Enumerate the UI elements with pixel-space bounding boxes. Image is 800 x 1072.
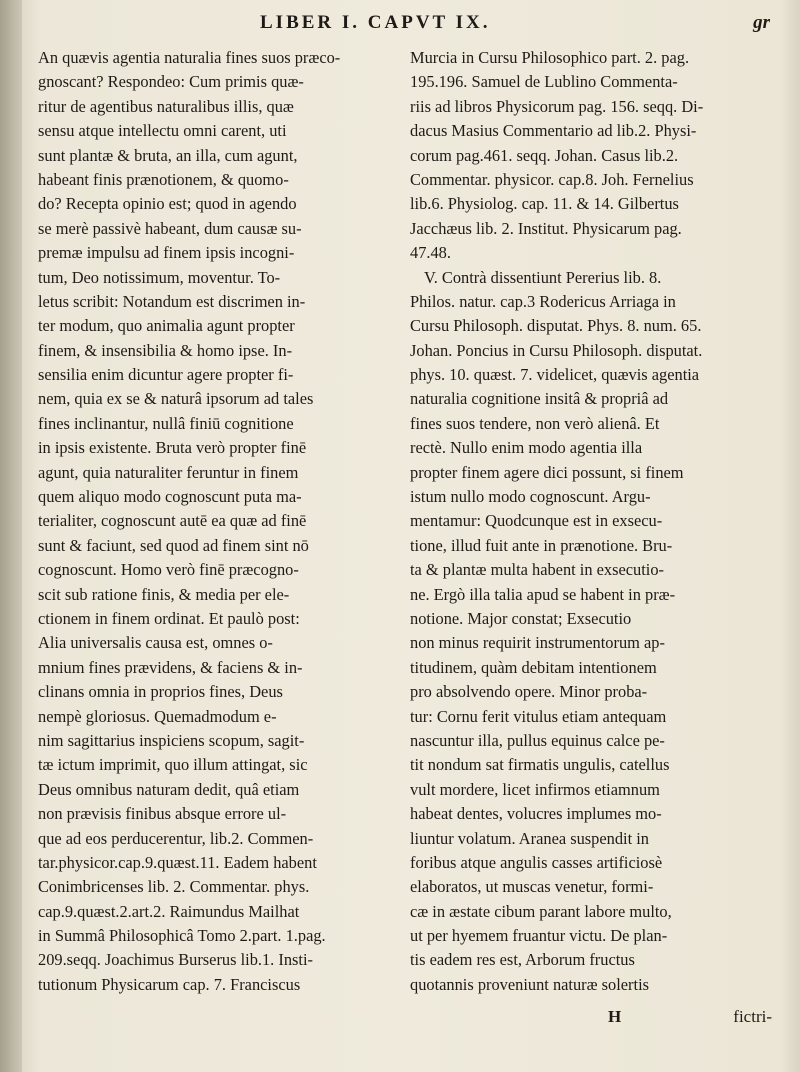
text-line: quem aliquo modo cognoscunt puta ma- [38, 487, 302, 507]
text-line: sensu atque intellectu omni carent, uti [38, 121, 287, 141]
text-line: notione. Major constat; Exsecutio [410, 608, 632, 628]
page-header [210, 12, 770, 38]
text-line: sunt plantæ & bruta, an illa, cum agunt, [38, 145, 298, 165]
text-line: ne. Ergò illa talia apud se habent in præ- [410, 584, 676, 604]
text-line: naturalia cognitione insitâ & propriâ ad [410, 389, 669, 409]
text-line: 47.48. [410, 243, 451, 263]
text-line: Deus omnibus naturam dedit, quâ etiam [38, 779, 300, 799]
signature-mark: H [608, 1007, 622, 1026]
text-line: rectè. Nullo enim modo agentia illa [410, 438, 643, 458]
text-line: vult mordere, licet infirmos etiamnum [410, 779, 660, 799]
text-line: ritur de agentibus naturalibus illis, quæ [38, 96, 294, 116]
text-line: premæ impulsu ad finem ipsis incogni- [38, 243, 295, 263]
text-line: Conimbricenses lib. 2. Commentar. phys. [38, 877, 310, 897]
text-line: ter modum, quo animalia agunt propter [38, 316, 295, 336]
text-line: elaboratos, ut muscas venetur, formi- [410, 877, 654, 897]
catchword: fictri- [733, 1007, 772, 1026]
text-line: tutionum Physicarum cap. 7. Franciscus [38, 974, 301, 994]
text-line: tæ ictum imprimit, quo illum attingat, sic [38, 755, 308, 775]
text-line: istum nullo modo cognoscunt. Argu- [410, 487, 651, 507]
text-line: gnoscant? Respondeo: Cum primis quæ- [38, 72, 304, 92]
text-line: dacus Masius Commentario ad lib.2. Physi- [410, 121, 697, 141]
text-line: ut per hyemem fruantur victu. De plan- [410, 926, 668, 946]
text-line: Jacchæus lib. 2. Institut. Physicarum pag. [410, 218, 682, 238]
text-line: Johan. Poncius in Cursu Philosoph. disputat. [410, 340, 703, 360]
catchline [410, 1007, 772, 1031]
text-line: titudinem, quàm debitam intentionem [410, 657, 657, 677]
text-line: 195.196. Samuel de Lublino Commenta- [410, 72, 678, 92]
text-line: foribus atque angulis casses artificiosè [410, 852, 663, 872]
text-line: non prævisis finibus absque errore ul- [38, 804, 287, 824]
text-line: cap.9.quæst.2.art.2. Raimundus Mailhat [38, 901, 300, 921]
text-line: Cursu Philosoph. disputat. Phys. 8. num. 65. [410, 316, 702, 336]
text-line: terialiter, cognoscunt autē ea quæ ad finē [38, 511, 307, 531]
text-line: sunt & faciunt, sed quod ad finem sint nō [38, 535, 309, 555]
text-line: fines suos tendere, non verò alienâ. Et [410, 413, 660, 433]
text-line: V. Contrà dissentiunt Pererius lib. 8. [424, 267, 662, 287]
text-line: tis eadem res est, Arborum fructus [410, 950, 635, 970]
text-line: nascuntur illa, pullus equinus calce pe- [410, 730, 665, 750]
text-line: riis ad libros Physicorum pag. 156. seqq. Di- [410, 96, 704, 116]
text-line: An quævis agentia naturalia fines suos præco- [38, 48, 341, 67]
text-line: nim sagittarius inspiciens scopum, sagit- [38, 730, 305, 750]
text-line: fines inclinantur, nullâ finiū cognitione [38, 413, 294, 433]
text-line: scit sub ratione finis, & media per ele- [38, 584, 290, 604]
text-line: letus scribit: Notandum est discrimen in- [38, 291, 306, 311]
text-line: tur: Cornu ferit vitulus etiam antequam [410, 706, 667, 726]
text-line: nem, quia ex se & naturâ ipsorum ad tales [38, 389, 314, 409]
text-line: Commentar. physicor. cap.8. Joh. Fernelius [410, 169, 694, 189]
text-line: do? Recepta opinio est; quod in agendo [38, 194, 297, 214]
text-line: tione, illud fuit ante in prænotione. Bru- [410, 535, 673, 555]
text-line: tit nondum sat firmatis ungulis, catellus [410, 755, 670, 775]
text-line: non minus requirit instrumentorum ap- [410, 633, 665, 653]
text-line: se merè passivè habeant, dum causæ su- [38, 218, 302, 238]
text-line: phys. 10. quæst. 7. videlicet, quævis agentia [410, 365, 700, 385]
text-line: liuntur volatum. Aranea suspendit in [410, 828, 649, 848]
text-line: finem, & insensibilia & homo ipse. In- [38, 340, 293, 360]
text-line: Alia universalis causa est, omnes o- [38, 633, 273, 653]
text-line: quotannis proveniunt naturæ solertis [410, 974, 650, 994]
text-line: mentamur: Quodcunque est in exsecu- [410, 511, 663, 531]
text-line: in ipsis existente. Bruta verò propter finē [38, 438, 307, 458]
text-line: ta & plantæ multa habent in exsecutio- [410, 560, 664, 580]
left-text-column [38, 46, 393, 997]
text-line: Murcia in Cursu Philosophico part. 2. pag. [410, 48, 690, 67]
text-line: lib.6. Physiolog. cap. 11. & 14. Gilbertus [410, 194, 679, 214]
text-line: que ad eos perducerentur, lib.2. Commen- [38, 828, 314, 848]
text-line: habeat dentes, volucres implumes mo- [410, 804, 662, 824]
book-spine-shadow [0, 0, 22, 1072]
text-line: agunt, quia naturaliter feruntur in finem [38, 462, 299, 482]
text-line: sensilia enim dicuntur agere propter fi- [38, 365, 294, 385]
right-text-column [410, 46, 772, 997]
text-line: cæ in æstate cibum parant labore multo, [410, 901, 672, 921]
text-line: tum, Deo notissimum, moventur. To- [38, 267, 281, 287]
text-line: cognoscunt. Homo verò finē præcogno- [38, 560, 299, 580]
text-line: tar.physicor.cap.9.quæst.11. Eadem habent [38, 852, 317, 872]
text-line: clinans omnia in proprios fines, Deus [38, 682, 283, 702]
text-line: habeant finis prænotionem, & quomo- [38, 169, 289, 189]
text-line: propter finem agere dici possunt, si finem [410, 462, 684, 482]
text-line: in Summâ Philosophicâ Tomo 2.part. 1.pag. [38, 926, 326, 946]
text-line: 209.seqq. Joachimus Burserus lib.1. Insti- [38, 950, 313, 970]
text-line: Philos. natur. cap.3 Rodericus Arriaga in [410, 291, 676, 311]
running-title: LIBER I. CAPVT IX. [260, 12, 491, 33]
text-line: corum pag.461. seqq. Johan. Casus lib.2. [410, 145, 679, 165]
text-line: mnium fines prævidens, & faciens & in- [38, 657, 303, 677]
text-line: nempè gloriosus. Quemadmodum e- [38, 706, 277, 726]
text-line: ctionem in finem ordinat. Et paulò post: [38, 608, 300, 628]
page-number: gr [753, 12, 770, 33]
text-line: pro absolvendo opere. Minor proba- [410, 682, 648, 702]
